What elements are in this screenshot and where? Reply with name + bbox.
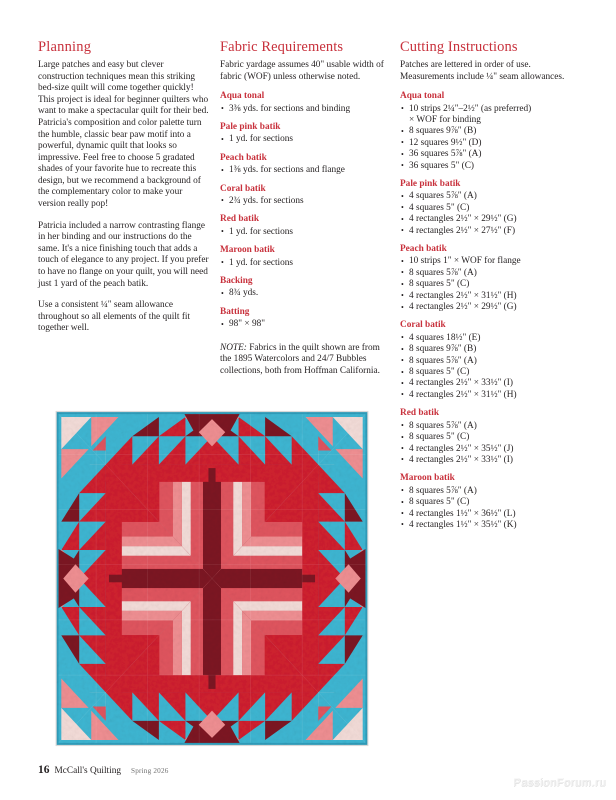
- list-item: • 4 rectangles 2½" × 31½" (H): [400, 390, 580, 401]
- issue-date: Spring 2026: [131, 767, 169, 775]
- cutting-group-name: Maroon batik: [400, 473, 455, 484]
- fabric-group-name: Peach batik: [220, 152, 267, 163]
- cutting-group-items: [400, 104, 580, 172]
- cutting-group-list: [400, 91, 580, 531]
- list-item: • 4 squares 5" (C): [400, 203, 580, 214]
- list-item: • 4 rectangles 2½" × 27½" (F): [400, 226, 580, 237]
- fabric-group-items: [220, 319, 392, 330]
- list-item: • 4 rectangles 2½" × 33½" (I): [400, 378, 580, 389]
- list-item: • 8 squares 5" (C): [400, 367, 580, 378]
- list-item: • 4 squares 18½" (E): [400, 333, 580, 344]
- fabric-group-name: Pale pink batik: [220, 121, 281, 132]
- fabric-group-list: [220, 91, 392, 331]
- fabric-group-items: [220, 288, 392, 299]
- list-item: • 4 rectangles 2½" × 29½" (G): [400, 214, 580, 225]
- list-item: • 4 rectangles 2½" × 33½" (I): [400, 455, 580, 466]
- list-item: • 4 rectangles 2½" × 29½" (G): [400, 302, 580, 313]
- list-item: • 4 rectangles 1½" × 36½" (L): [400, 509, 580, 520]
- list-item: • 8 squares 9⅞" (B): [400, 344, 580, 355]
- list-item: • 4 rectangles 2½" × 35½" (J): [400, 444, 580, 455]
- cutting-group-items: [400, 256, 580, 313]
- planning-paragraph-3: Use a consistent ¼" seam allowance throughout so all elements of the quilt fit together well.: [38, 300, 191, 334]
- fabric-requirements-intro: Fabric yardage assumes 40" usable width of fabric (WOF) unless otherwise noted.: [220, 59, 384, 82]
- list-item: • 1 yd. for sections: [220, 227, 392, 238]
- list-item-text: 10 strips 2¼"–2½" (as preferred): [409, 103, 532, 114]
- list-item: • 8 squares 5⅞" (A): [400, 421, 580, 432]
- fabric-group-items: [220, 196, 392, 207]
- fabric-group-name: Backing: [220, 276, 253, 286]
- list-item: • 4 rectangles 1½" × 35½" (K): [400, 520, 580, 531]
- page-number: 16: [38, 764, 50, 776]
- list-item: • 36 squares 5" (C): [400, 161, 580, 172]
- fabric-group-name: Aqua tonal: [220, 91, 265, 102]
- list-item: • 1⅜ yds. for sections and flange: [220, 165, 392, 176]
- list-item: • 8 squares 9⅞" (B): [400, 126, 580, 137]
- planning-column: [38, 40, 210, 335]
- list-item: • 4 squares 5⅞" (A): [400, 191, 580, 202]
- list-item: • 8 squares 5" (C): [400, 497, 580, 508]
- cutting-group-name: Pale pink batik: [400, 178, 461, 189]
- list-item: • 8 squares 5" (C): [400, 432, 580, 443]
- fabric-note: [220, 343, 392, 378]
- list-item: • 8 squares 5⅞" (A): [400, 268, 580, 279]
- list-item: • 2¾ yds. for sections: [220, 196, 392, 207]
- list-item: • 8 squares 5⅞" (A): [400, 356, 580, 367]
- note-text: Fabrics in the quilt shown are from the 1895 Watercolors and 24/7 Bubbles collections, both from Hoffman California.: [220, 342, 380, 376]
- cutting-group-items: [400, 191, 580, 237]
- list-item-continuation: × WOF for binding: [409, 114, 481, 125]
- cutting-instructions-intro: Patches are lettered in order of use. Measurements include ¼" seam allowances.: [400, 59, 565, 82]
- quilt-body: [51, 406, 373, 751]
- fabric-group-name: Red batik: [220, 214, 260, 225]
- planning-heading: Planning: [38, 39, 92, 55]
- fabric-group-items: [220, 165, 392, 176]
- fabric-group-name: Batting: [220, 306, 250, 317]
- fabric-group-items: [220, 134, 392, 145]
- list-item: • 10 strips 1" × WOF for flange: [400, 256, 580, 267]
- note-label: NOTE:: [220, 342, 247, 353]
- list-item: • 98" × 98": [220, 319, 392, 330]
- fabric-requirements-heading: Fabric Requirements: [220, 39, 344, 55]
- page-footer: [38, 764, 169, 776]
- list-item: • 1 yd. for sections: [220, 258, 392, 269]
- cutting-instructions-heading: Cutting Instructions: [400, 39, 518, 55]
- quilt-illustration: [51, 406, 373, 751]
- cutting-group-name: Coral batik: [400, 320, 446, 331]
- fabric-group-items: [220, 227, 392, 238]
- planning-paragraph-2: Patricia included a narrow contrasting flange in her binding and our instructions do the same. It's a nice finishing touch that adds a touch of elegance to any project. If you prefer to have no flange on your quilt, you will need just 1 yard of the peach batik.: [38, 220, 209, 289]
- fabric-group-items: [220, 104, 392, 115]
- cutting-group-items: [400, 333, 580, 401]
- list-item: • 3⅜ yds. for sections and binding: [220, 104, 392, 115]
- cutting-instructions-column: [400, 40, 580, 531]
- list-item: • 36 squares 5⅞" (A): [400, 149, 580, 160]
- planning-paragraph-1: Large patches and easy but clever construction techniques mean this striking bed-size quilt will come together quickly! This project is ideal for beginner quilters who want to make a spectacular quilt for their bed. Patricia's composition and color palette turn the humble, classic bear paw motif into a powerful, dynamic quilt that looks so impressive. Feel free to choose 5 gradated shades of your favorite hue to recreate this design, but we recommend a background of the complementary color to make your version really pop!: [38, 59, 209, 210]
- cutting-group-name: Peach batik: [400, 244, 447, 254]
- cutting-group-name: Aqua tonal: [400, 91, 445, 102]
- fabric-requirements-column: [220, 40, 392, 387]
- list-item: • 8 squares 5" (C): [400, 279, 580, 290]
- list-item: [400, 104, 580, 127]
- quilt-photo: [51, 406, 373, 751]
- watermark: PassionForum.ru: [513, 777, 606, 789]
- magazine-name: McCall's Quilting: [54, 766, 121, 776]
- list-item: • 8 squares 5⅞" (A): [400, 486, 580, 497]
- list-item: • 4 rectangles 2½" × 31½" (H): [400, 291, 580, 302]
- fabric-group-name: Coral batik: [220, 183, 266, 194]
- cutting-group-items: [400, 421, 580, 467]
- fabric-group-items: [220, 258, 392, 269]
- fabric-group-name: Maroon batik: [220, 245, 275, 256]
- cutting-group-items: [400, 486, 580, 532]
- list-item: • 1 yd. for sections: [220, 134, 392, 145]
- list-item: • 12 squares 9½" (D): [400, 138, 580, 149]
- list-item: • 8¾ yds.: [220, 288, 392, 299]
- cutting-group-name: Red batik: [400, 408, 440, 419]
